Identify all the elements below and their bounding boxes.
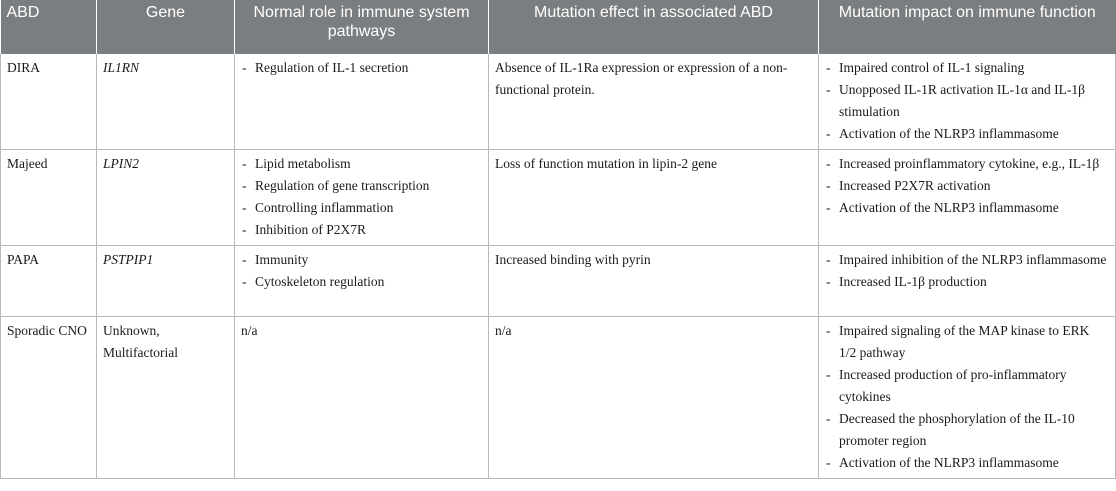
abd-cell: Majeed (1, 150, 97, 246)
gene-cell: LPIN2 (97, 150, 235, 246)
list-item: - Immunity (241, 249, 482, 271)
list-item: - Impaired control of IL-1 signaling (825, 57, 1109, 79)
table-row (1, 54, 1116, 150)
list-item: - Decreased the phosphorylation of the IL-10 promoter region (825, 408, 1109, 452)
table-row (1, 150, 1116, 246)
abd-cell: Sporadic CNO (1, 317, 97, 479)
list-item: - Controlling inflammation (241, 197, 482, 219)
mutation-effect-cell: Increased binding with pyrin (489, 246, 819, 317)
list-item: - Increased P2X7R activation (825, 175, 1109, 197)
header-mutation-effect: Mutation effect in associated ABD (489, 0, 819, 54)
header-abd: ABD (1, 0, 97, 54)
abd-cell: PAPA (1, 246, 97, 317)
mutation-impact-list (825, 153, 1109, 219)
list-item: - Activation of the NLRP3 inflammasome (825, 123, 1109, 145)
normal-role-cell (235, 54, 489, 150)
table-body (1, 54, 1116, 479)
header-row (1, 0, 1116, 54)
list-item: - Inhibition of P2X7R (241, 219, 482, 241)
list-item: - Cytoskeleton regulation (241, 271, 482, 293)
list-item: - Increased production of pro-inflammatory cytokines (825, 364, 1109, 408)
list-item: - Lipid metabolism (241, 153, 482, 175)
mutation-impact-list (825, 57, 1109, 145)
normal-role-cell (235, 150, 489, 246)
mutation-impact-list (825, 249, 1109, 293)
gene-cell: Unknown, Multifactorial (97, 317, 235, 479)
header-normal-role: Normal role in immune system pathways (235, 0, 489, 54)
mutation-effect-cell: Absence of IL-1Ra expression or expression of a non-functional protein. (489, 54, 819, 150)
normal-role-list (241, 249, 482, 293)
list-item: - Regulation of gene transcription (241, 175, 482, 197)
normal-role-list (241, 57, 482, 79)
list-item: - Unopposed IL-1R activation IL-1α and IL-1β stimulation (825, 79, 1109, 123)
mutation-impact-cell (819, 246, 1116, 317)
mutation-impact-list (825, 320, 1109, 474)
list-item: - Regulation of IL-1 secretion (241, 57, 482, 79)
list-item: - Activation of the NLRP3 inflammasome (825, 452, 1109, 474)
gene-cell: PSTPIP1 (97, 246, 235, 317)
normal-role-list (241, 153, 482, 241)
table-row (1, 246, 1116, 317)
table-header (1, 0, 1116, 54)
normal-role-cell: n/a (235, 317, 489, 479)
table-row (1, 317, 1116, 479)
list-item: - Activation of the NLRP3 inflammasome (825, 197, 1109, 219)
header-gene: Gene (97, 0, 235, 54)
mutation-impact-cell (819, 54, 1116, 150)
list-item: - Increased proinflammatory cytokine, e.g., IL-1β (825, 153, 1109, 175)
header-mutation-impact: Mutation impact on immune function (819, 0, 1116, 54)
list-item: - Increased IL-1β production (825, 271, 1109, 293)
mutation-effect-cell: n/a (489, 317, 819, 479)
mutation-effect-cell: Loss of function mutation in lipin-2 gene (489, 150, 819, 246)
mutation-impact-cell (819, 317, 1116, 479)
abd-cell: DIRA (1, 54, 97, 150)
gene-cell: IL1RN (97, 54, 235, 150)
normal-role-cell (235, 246, 489, 317)
list-item: - Impaired signaling of the MAP kinase to ERK 1/2 pathway (825, 320, 1109, 364)
mutation-impact-cell (819, 150, 1116, 246)
list-item: - Impaired inhibition of the NLRP3 inflammasome (825, 249, 1109, 271)
